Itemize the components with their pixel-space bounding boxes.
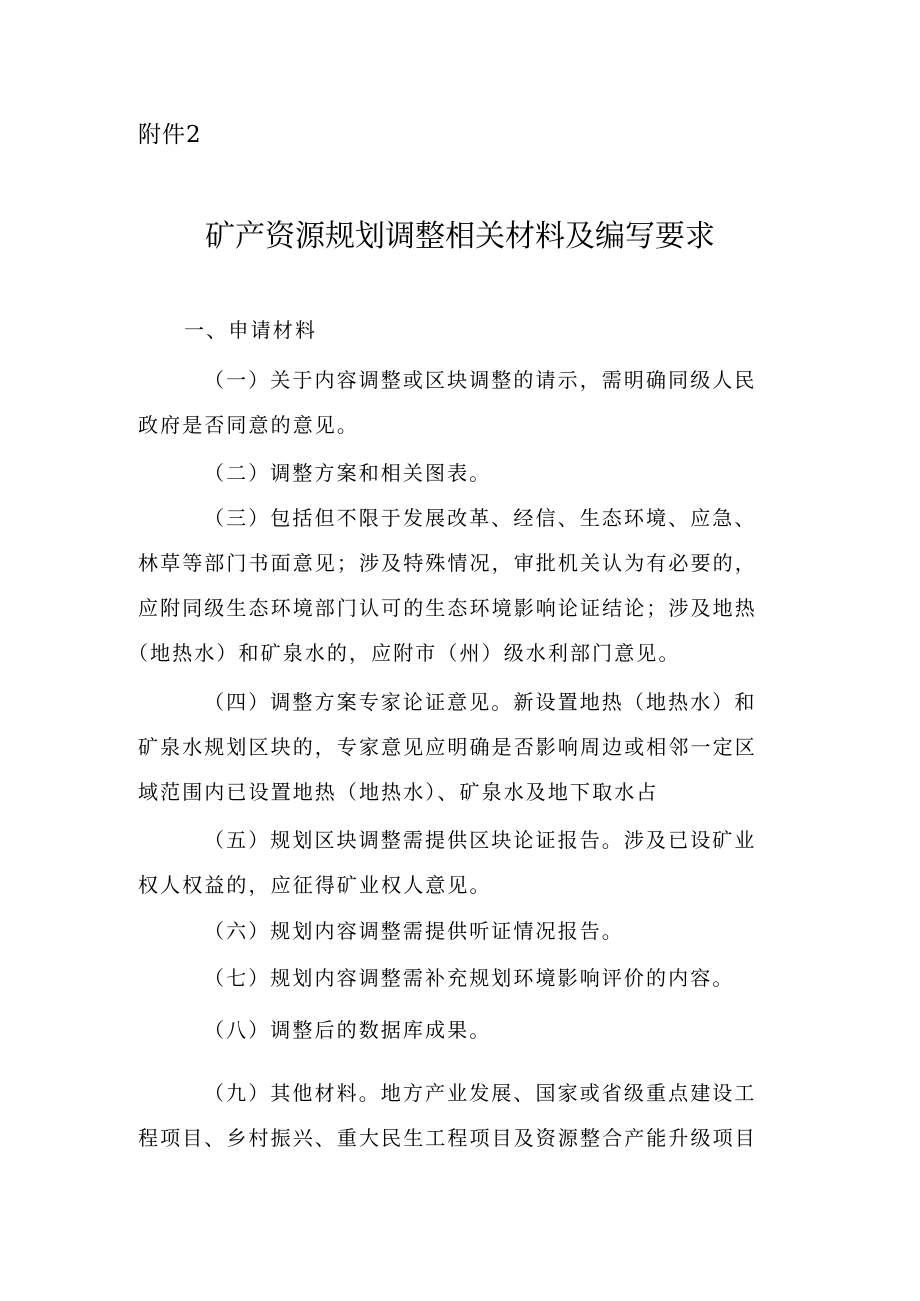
paragraph-line: （一）关于内容调整或区块调整的请示，需明确同级人民 bbox=[204, 368, 757, 392]
paragraph-line: （九）其他材料。地方产业发展、国家或省级重点建设工 bbox=[204, 1081, 757, 1105]
paragraph-line: （八）调整后的数据库成果。 bbox=[204, 1018, 492, 1042]
paragraph-line: （三）包括但不限于发展改革、经信、生态环境、应急、 bbox=[204, 506, 757, 530]
paragraph-4 bbox=[138, 680, 783, 815]
paragraph-line: 程项目、乡村振兴、重大民生工程项目及资源整合产能升级项目 bbox=[138, 1126, 757, 1150]
paragraph-line: 政府是否同意的意见。 bbox=[138, 413, 359, 437]
paragraph-9 bbox=[138, 1071, 783, 1161]
paragraph-5 bbox=[138, 818, 783, 908]
paragraph-line: （五）规划区块调整需提供区块论证报告。涉及已设矿业 bbox=[204, 828, 757, 852]
document-title: 矿产资源规划调整相关材料及编写要求 bbox=[205, 219, 715, 254]
paragraph-line: （四）调整方案专家论证意见。新设置地热（地热水）和 bbox=[204, 690, 757, 714]
paragraph-3 bbox=[128, 496, 783, 676]
paragraph-2 bbox=[138, 451, 783, 496]
paragraph-line: （六）规划内容调整需提供听证情况报告。 bbox=[204, 919, 624, 943]
paragraph-line: 林草等部门书面意见；涉及特殊情况，审批机关认为有必要的， bbox=[138, 551, 757, 575]
paragraph-8 bbox=[138, 1008, 783, 1053]
paragraph-line: 域范围内已设置地热（地热水）、矿泉水及地下取水占 bbox=[138, 780, 659, 804]
paragraph-line: （地热水）和矿泉水的，应附市（州）级水利部门意见。 bbox=[128, 641, 681, 665]
paragraph-line: （二）调整方案和相关图表。 bbox=[204, 461, 492, 485]
paragraph-7 bbox=[138, 956, 783, 1001]
paragraph-6 bbox=[138, 909, 783, 954]
attachment-label: 附件2 bbox=[138, 122, 202, 148]
section-heading: 一、申请材料 bbox=[184, 318, 318, 342]
paragraph-1 bbox=[138, 358, 783, 448]
paragraph-line: 矿泉水规划区块的，专家意见应明确是否影响周边或相邻一定区 bbox=[138, 735, 757, 759]
paragraph-line: （七）规划内容调整需补充规划环境影响评价的内容。 bbox=[204, 966, 735, 990]
paragraph-line: 应附同级生态环境部门认可的生态环境影响论证结论；涉及地热 bbox=[138, 596, 757, 620]
paragraph-line: 权人权益的，应征得矿业权人意见。 bbox=[138, 873, 492, 897]
